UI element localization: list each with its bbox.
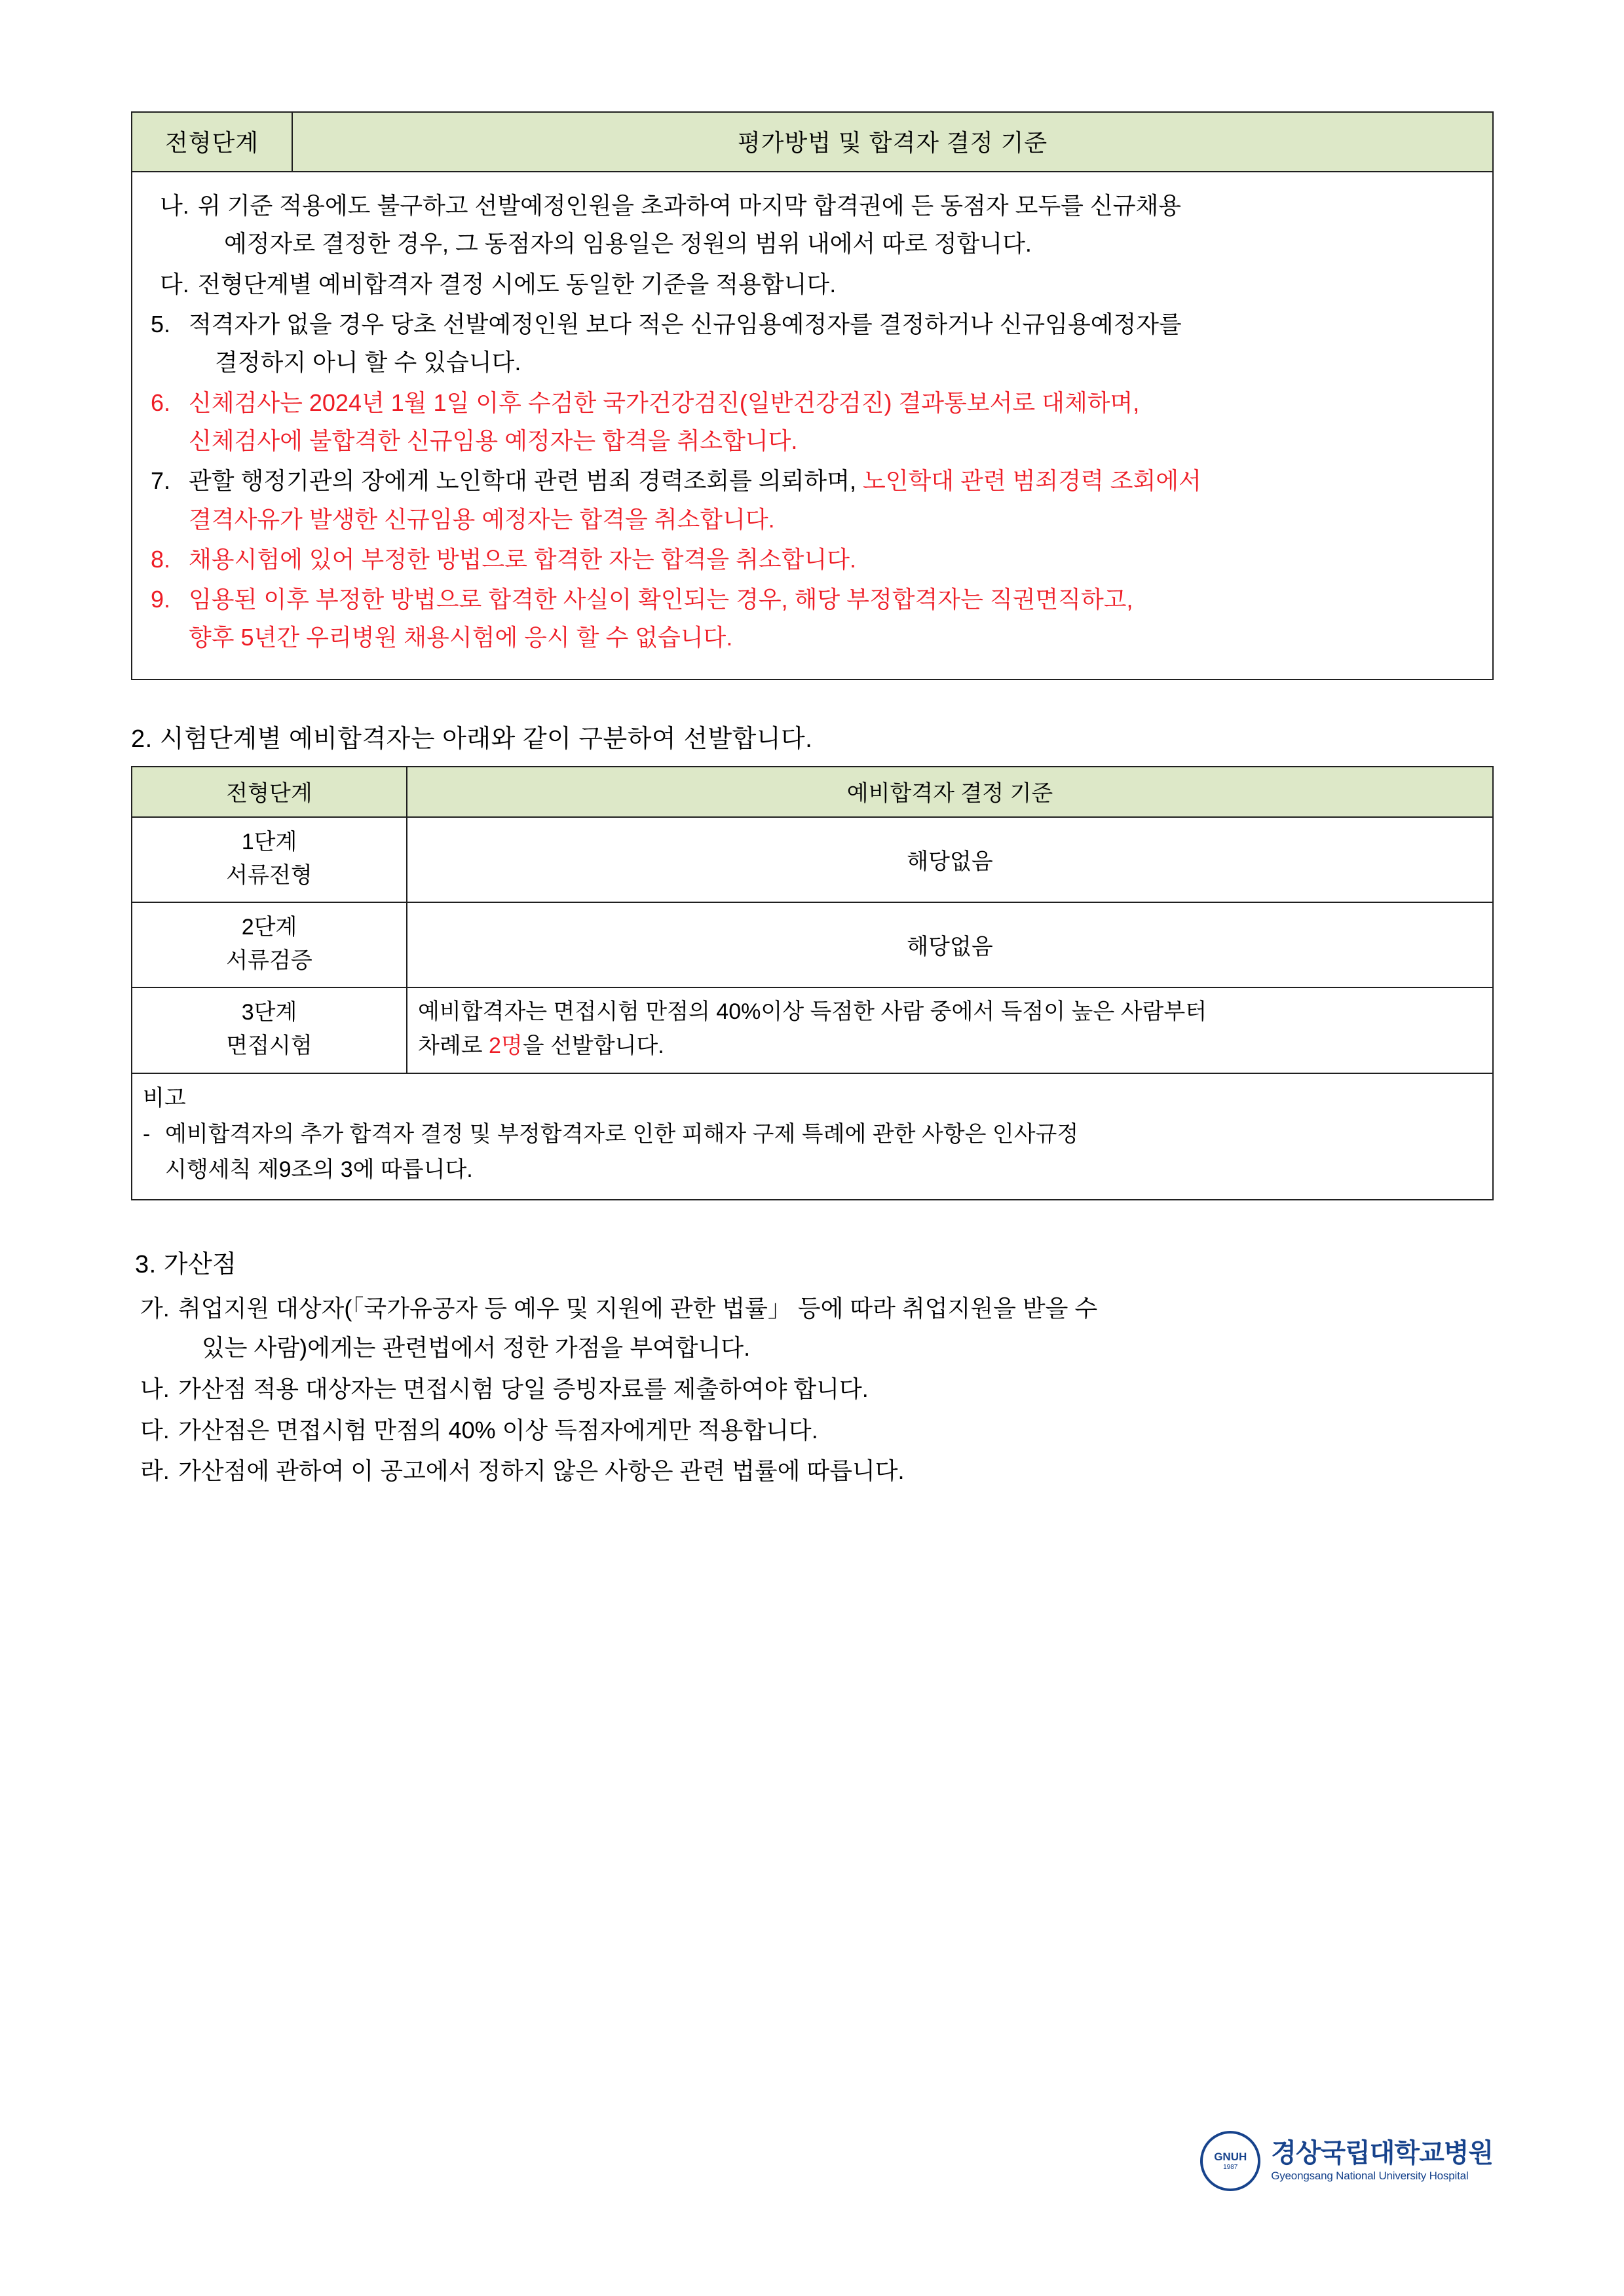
logo-text-block <box>1271 2139 1493 2183</box>
clause-line: 신체검사에 불합격한 신규임용 예정자는 합격을 취소합니다. <box>189 427 798 454</box>
item-text: 가산점에 관하여 이 공고에서 정하지 않은 사항은 관련 법률에 따릅니다. <box>178 1457 905 1485</box>
clause-6 <box>151 384 1474 461</box>
item-ra <box>140 1451 1493 1491</box>
table2-header-row <box>132 767 1493 817</box>
table-row <box>132 987 1493 1073</box>
criteria-cell-2: 해당없음 <box>407 902 1493 987</box>
clause-segment-red: 노인학대 관련 범죄경력 조회에서 <box>862 467 1201 495</box>
seal-sub-text: 1987 <box>1223 2163 1238 2171</box>
table1-body-row <box>132 172 1493 679</box>
clause-text <box>189 462 1474 539</box>
criteria-line <box>418 1029 1482 1063</box>
item-text <box>178 1289 1493 1368</box>
clause-marker: 9. <box>151 586 171 613</box>
item-marker: 가. <box>140 1295 170 1322</box>
clause-9 <box>151 581 1474 657</box>
table-row <box>132 817 1493 902</box>
table-header-row <box>132 112 1493 172</box>
item-da <box>140 1411 1493 1450</box>
stage-cell-2 <box>132 902 407 987</box>
note-line: 예비합격자의 추가 합격자 결정 및 부정합격자로 인한 피해자 구제 특례에 관한 사항은 인사규정 <box>165 1121 1079 1147</box>
clause-text <box>198 187 1474 263</box>
stage-line: 서류전형 <box>226 862 312 888</box>
table2-header-criteria: 예비합격자 결정 기준 <box>407 767 1493 817</box>
logo-name-en: Gyeongsang National University Hospital <box>1271 2170 1469 2182</box>
clause-line-red: 결격사유가 발생한 신규임용 예정자는 합격을 취소합니다. <box>189 505 775 533</box>
clause-da <box>151 265 1474 303</box>
item-ga <box>140 1289 1493 1368</box>
item-na <box>140 1369 1493 1409</box>
item-marker: 라. <box>140 1457 170 1485</box>
item-text: 가산점 적용 대상자는 면접시험 당일 증빙자료를 제출하여야 합니다. <box>178 1375 869 1402</box>
clause-text <box>189 581 1474 657</box>
table1-header-stage: 전형단계 <box>132 112 292 172</box>
clause-line: 신체검사는 2024년 1월 1일 이후 수검한 국가건강검진(일반건강검진) 결과통보서로 대체하며, <box>189 389 1140 416</box>
item-marker: 나. <box>140 1375 170 1402</box>
stage-cell-3 <box>132 987 407 1073</box>
note-marker: - <box>143 1121 151 1147</box>
clause-line: 예정자로 결정한 경우, 그 동점자의 임용일은 정원의 범위 내에서 따로 정합니다. <box>224 230 1032 258</box>
criteria-cell-1: 해당없음 <box>407 817 1493 902</box>
clause-text <box>189 384 1474 461</box>
clause-segment-black: 관할 행정기관의 장에게 노인학대 관련 범죄 경력조회를 의뢰하며, <box>189 467 863 495</box>
clause-line: 결정하지 아니 할 수 있습니다. <box>215 349 521 376</box>
criteria-cell-3 <box>407 987 1493 1073</box>
seal-main-text: GNUH <box>1214 2150 1247 2163</box>
logo-name-ko: 경상국립대학교병원 <box>1271 2139 1493 2168</box>
clause-marker: 7. <box>151 467 171 495</box>
clause-line: 향후 5년간 우리병원 채용시험에 응시 할 수 없습니다. <box>189 624 733 651</box>
table2-note-cell <box>132 1073 1493 1200</box>
table-row <box>132 902 1493 987</box>
clause-line: 위 기준 적용에도 불구하고 선발예정인원을 초과하여 마지막 합격권에 든 동점자 모두를 신규채용 <box>198 192 1182 219</box>
section3-items <box>131 1289 1493 1491</box>
reserve-pass-table <box>131 766 1494 1201</box>
clause-line: 적격자가 없을 경우 당초 선발예정인원 보다 적은 신규임용예정자를 결정하거나 신규임용예정자를 <box>189 310 1182 337</box>
stage-line: 3단계 <box>241 1000 297 1025</box>
clause-text: 전형단계별 예비합격자 결정 시에도 동일한 기준을 적용합니다. <box>198 270 837 297</box>
stage-line: 서류검증 <box>226 947 312 973</box>
note-line: 시행세칙 제9조의 3에 따릅니다. <box>165 1157 473 1182</box>
clause-marker: 나. <box>160 192 189 219</box>
note-text <box>165 1117 1482 1188</box>
clause-marker: 8. <box>151 545 171 573</box>
criteria-post: 을 선발합니다. <box>522 1033 664 1059</box>
stage-line: 2단계 <box>241 914 297 940</box>
criteria-table <box>131 111 1494 680</box>
table2-note-row <box>132 1073 1493 1200</box>
stage-cell-1 <box>132 817 407 902</box>
clause-na <box>151 187 1474 263</box>
clause-text: 채용시험에 있어 부정한 방법으로 합격한 자는 합격을 취소합니다. <box>189 545 856 573</box>
table1-header-criteria: 평가방법 및 합격자 결정 기준 <box>292 112 1493 172</box>
hospital-seal-icon <box>1200 2131 1260 2191</box>
hospital-logo <box>1200 2131 1493 2191</box>
item-line: 취업지원 대상자(「국가유공자 등 예우 및 지원에 관한 법률」 등에 따라 취업지원을 받을 수 <box>178 1295 1098 1322</box>
table2-header-stage: 전형단계 <box>132 767 407 817</box>
note-item <box>143 1117 1482 1188</box>
section3-heading: 3. 가산점 <box>135 1251 237 1279</box>
clause-7 <box>151 462 1474 539</box>
clause-marker: 5. <box>151 310 171 337</box>
stage-line: 1단계 <box>241 829 297 854</box>
criteria-line: 예비합격자는 면접시험 만점의 40%이상 득점한 사람 중에서 득점이 높은 사람부터 <box>418 999 1207 1024</box>
section2-heading: 2. 시험단계별 예비합격자는 아래와 같이 구분하여 선발합니다. <box>131 725 813 753</box>
table1-body-cell <box>132 172 1493 679</box>
clause-line: 임용된 이후 부정한 방법으로 합격한 사실이 확인되는 경우, 해당 부정합격자는 직권면직하고, <box>189 586 1133 613</box>
clause-marker: 다. <box>160 270 189 297</box>
stage-line: 면접시험 <box>226 1033 312 1059</box>
item-text: 가산점은 면접시험 만점의 40% 이상 득점자에게만 적용합니다. <box>178 1416 818 1444</box>
clause-text <box>189 305 1474 382</box>
clause-marker: 6. <box>151 389 171 416</box>
item-line: 있는 사람)에게는 관련법에서 정한 가점을 부여합니다. <box>202 1334 751 1362</box>
clause-5 <box>151 305 1474 382</box>
note-label: 비고 <box>143 1086 186 1111</box>
criteria-pre: 차례로 <box>418 1033 489 1059</box>
item-marker: 다. <box>140 1416 170 1444</box>
criteria-highlight: 2명 <box>488 1033 523 1059</box>
clause-8 <box>151 541 1474 579</box>
